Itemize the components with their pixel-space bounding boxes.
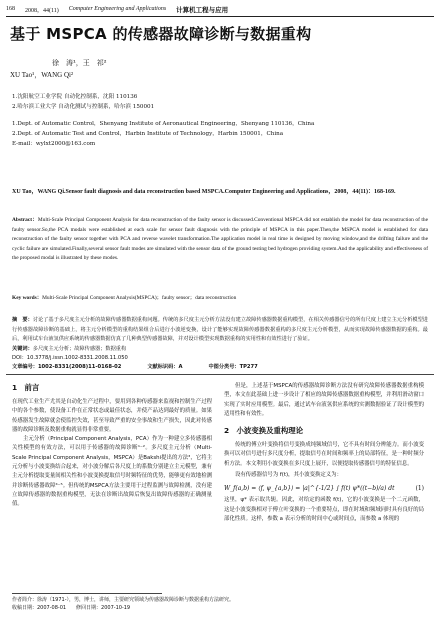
running-header (6, 2, 434, 17)
document-code: 文献标识码：A (147, 364, 183, 370)
affiliation-en-1: 1.Dept. of Automatic Control，Shenyang Institute of Aeronautical Engineering，Shenyang 110136，China (12, 121, 315, 127)
column-left (12, 382, 212, 510)
column-right (224, 382, 424, 524)
section-1-paragraph-1: 在现代工业生产尤其是自动化生产过程中，要用到各种传感器来监视和控制生产过程中的各个参数，使设备工作在正常状态或最佳状态，并使产品达到最好的质量。如果传感器发生故障就会使监控失效，甚至导致严重的安全事故和生产损失，因此对传感器的故障诊断及数据重构就显得非常重要。 (12, 399, 212, 433)
equation-1-number: (1) (415, 485, 424, 493)
equation-1 (224, 485, 424, 492)
journal-name-en: Computer Engineering and Applications (68, 6, 167, 12)
doi: DOI：10.3778/j.issn.1002-8331.2008.11.050 (12, 355, 128, 361)
journal-name-cn: 计算机工程与应用 (176, 5, 229, 14)
abstract-cn (12, 316, 428, 354)
authors-cn: 徐 涛¹，王 祁² (52, 59, 107, 67)
affiliation-cn-2: 2.哈尔滨工业大学 自动化测试与控制系，哈尔滨 150001 (12, 104, 155, 110)
abstract-cn-label: 摘 要： (12, 317, 33, 323)
author-bio: 作者简介：徐涛（1971-），男，博士，讲师，主要研究领域为传感器故障诊断与数据重构方法研究。 (12, 597, 235, 603)
abstract-en (12, 216, 428, 264)
abstract-label: Abstract： (12, 217, 38, 223)
equation-explanation: 这里，ψ* 表示取共轭。因此，对给定的函数 f(t)，它的小波变换是一个二元函数，这是小波变换相对于傅立叶变换的一个重要特点，即在时域和频域同时具有良好的局部化性质。这样，参数 a 表示分析的时间中心或时间点，而参数 a 体现的 (224, 497, 424, 522)
keywords-text: Multi-Scale Principal Component Analysis(MSPCA)；faulty sensor；data reconstruction (42, 295, 237, 301)
section-1-heading: 1 前言 (12, 383, 40, 392)
authors-en: XU Tao¹，WANG Qi² (10, 71, 74, 79)
section-2-heading: 2 小波变换及重构理论 (224, 426, 304, 436)
keywords-cn-label: 关键词： (12, 345, 33, 352)
footnote (12, 596, 432, 612)
article-meta-2 (12, 363, 428, 372)
column-2-intro: 但是，上述基于MSPCA的传感器故障诊断方法没有研究故障传感器数据重构模型，本文在此基础上进一步设计了相应的故障传感器数据重构模型，并利用滑动窗口实现了实时应用模型。最后，通过试车台液氢供应系统的实测数据验证了设计模型的适用性和有效性。 (224, 383, 424, 417)
citation: XU Tao，WANG Qi.Sensor fault diagnosis and data reconstruction based MSPCA.Computer Engineering and Applications，2008，44(11)：168-169. (12, 189, 396, 195)
section-2-text: 传统的傅立叶变换将信号变换成纯频域信号，它不具有时间分辨能力。而小波变换可以对信号进行多尺度分析，提取信号在时间和频率上的局部特征，是一种时频分析方法。本文利用小波变换在多尺度上展开，以便提取传感器信号的特征信息。 (224, 442, 424, 467)
affiliation-cn-1: 1.沈阳航空工业学院 自动化控制系，沈阳 110136 (12, 94, 138, 100)
article-meta (12, 354, 428, 363)
divider (6, 374, 434, 375)
affiliation-en-2: 2.Dept. of Automatic Test and Control，Harbin Institute of Technology，Harbin 150001，China (12, 131, 284, 137)
keywords-cn-text: 多尺度主元分析；故障传感器；数据重构 (32, 345, 127, 352)
affiliations (12, 92, 432, 149)
keywords-en (12, 294, 428, 303)
received-dates: 收稿日期：2007-08-01 修回日期：2007-10-19 (12, 605, 131, 611)
abstract-text: Multi-Scale Principal Component Analysis for data reconstruction of the faulty sensor is discussed.Conventional MSPCA did not establish the model for data reconstruction of the faulty sensor.So,the PCA modals were established at each scale for sensor fault diagnosis with the principle of MSPCA in this paper.Then,the MSPCA model is established for data reconstruction of the faulty sensor together with PCA and reverse wavelet transformation.The application model in real time is designed by moving window,and the drifting failure and the cyclic failure are simulated.Finally,several sensor fault modes are simulated with the sensor data of the ground testing bed hydrogen providing system.And the applicability and effectiveness of the proposed modal is illustrated by these modes. (12, 217, 428, 261)
wavelet-definition: 设有传感器信号为 f(t)，其小波变换定义为： (235, 472, 342, 479)
equation-1-body: W_f(a,b) = ⟨f, ψ_{a,b}⟩ = |a|^{-1/2} ∫ f(t) ψ*((t−b)/a) dt (224, 485, 395, 493)
author-email: E-mail：wylxt2000@163.com (12, 141, 96, 147)
page-number: 168 (6, 6, 15, 12)
abstract-cn-text: 讨论了基于多尺度主元分析的故障传感器数据重构问题。传统的多尺度主元分析方法没有建立故障传感器数据重构模型，在相关传感器信号的所有尺度上建立主元分析模型进行传感器故障诊断的基础上，将主元分析模型的重构结果组合后进行小波逆变换，设计了能够实现故障传感器数据重构的多尺度主元分析模型，从而实现故障传感器数据的重构。最后，利用试车台液氢供应系统的传感器数据仿真了几种典型传感器故障，并对设计模型实现数据重构的实用性和有效性进行了验证。 (12, 317, 428, 342)
keywords-label: Key words： (12, 295, 43, 301)
section-1-paragraph-2: 主元分析（Principal Component Analysis，PCA）作为一种建立多传感器相关性模型的有效方法，可以用于传感器的故障诊断¹⁻²。多尺度主元分析（Multi-Scale Principal Component Analysis，MSPCA）是Bakshi提出的方法³，它将主元分析与小波变换结合起来，对小波分解后各尺度上的系数分别建立主元模型，兼有主元分析提取变量间相关性和小波变换提取信号时频特征的优势，能够更有效地检测并诊断传感器故障⁴⁻⁵。但传统的MSPCA方法主要用于过程监测与故障检测，没有建立故障传感器的数据重构模型，无法在诊断出故障后恢复出故障传感器的正确测量值。 (12, 436, 212, 508)
clc-number: 中图分类号：TP277 (208, 364, 258, 370)
footnote-rule (12, 593, 162, 594)
issue: 2008，44(11) (25, 7, 59, 14)
paper-title: 基于 MSPCA 的传感器故障诊断与数据重构 (10, 25, 312, 43)
article-number: 文章编号：1002-8331(2008)11-0168-02 (12, 364, 122, 370)
